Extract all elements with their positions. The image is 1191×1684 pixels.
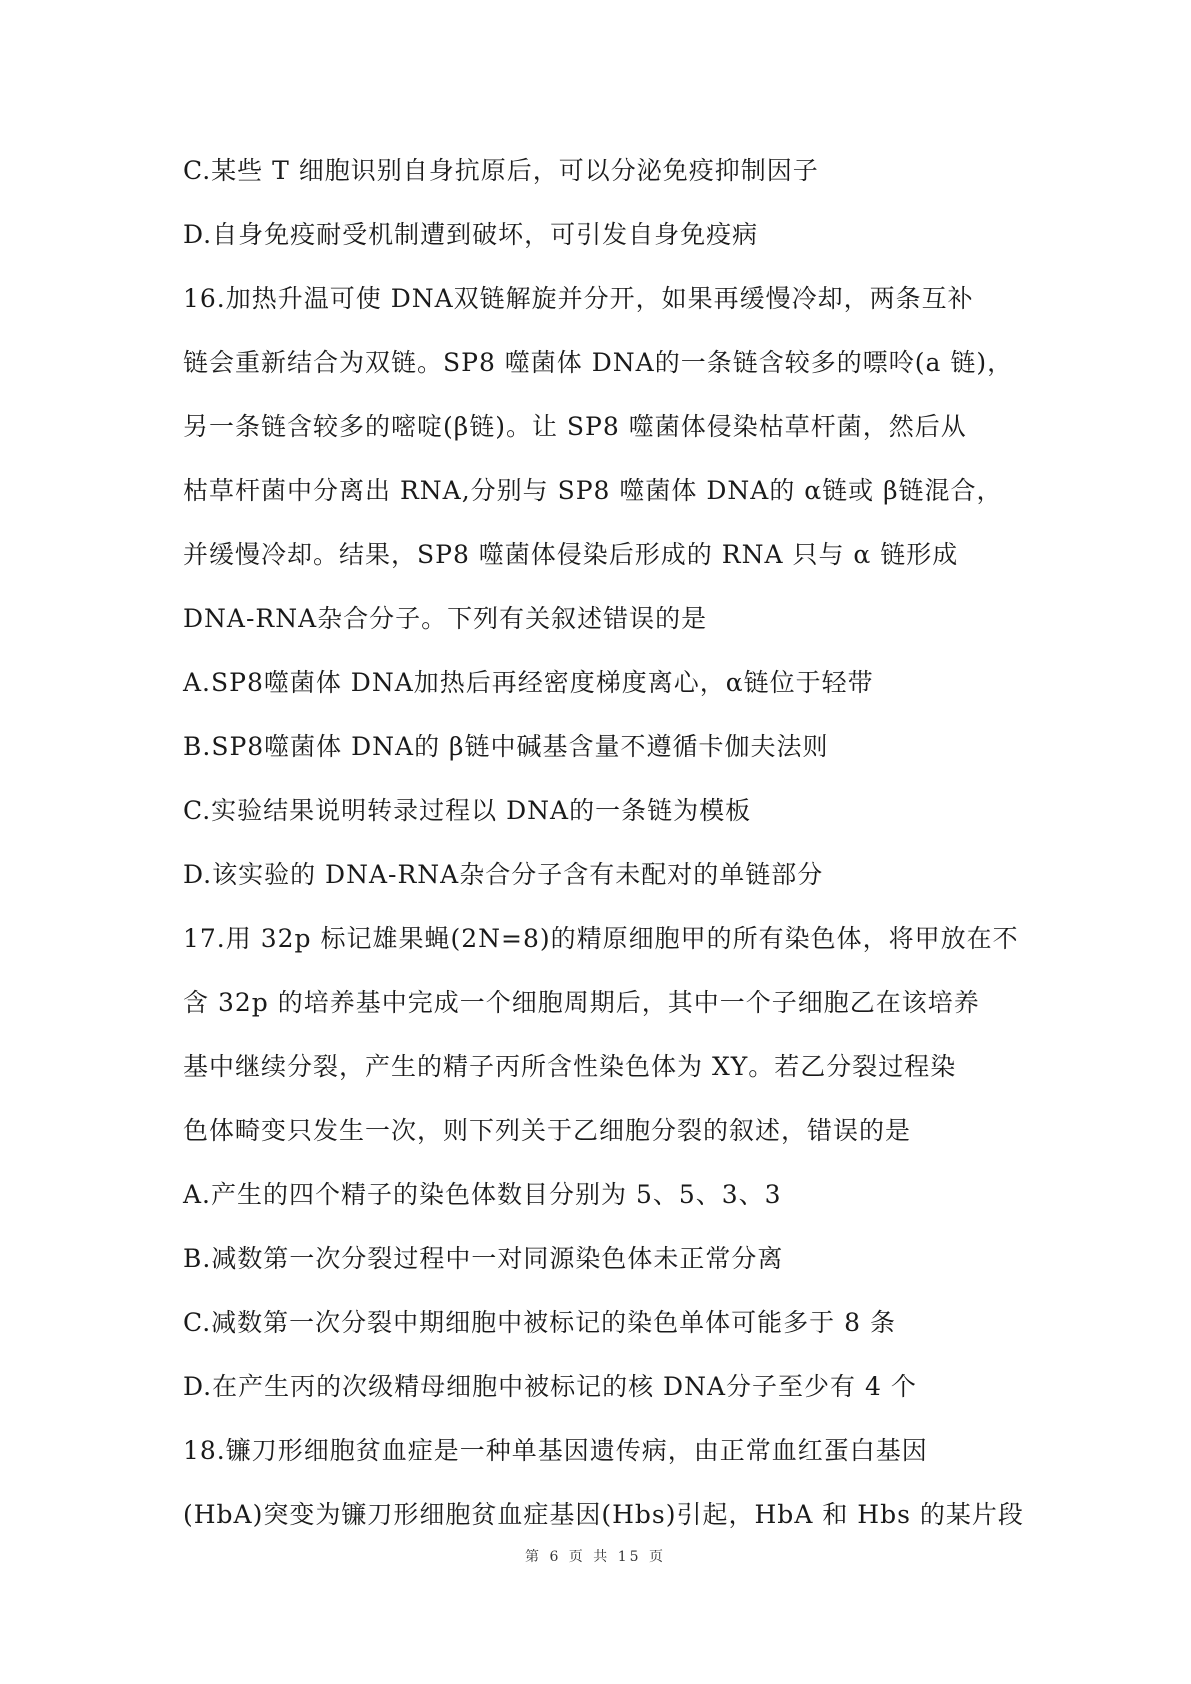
- question-16-line-5: 并缓慢冷却。结果，SP8 噬菌体侵染后形成的 RNA 只与 α 链形成: [183, 540, 959, 569]
- option-b-q17: B.减数第一次分裂过程中一对同源染色体未正常分离: [183, 1244, 784, 1273]
- question-16-line-6: DNA-RNA杂合分子。下列有关叙述错误的是: [183, 604, 708, 633]
- option-b-q16: B.SP8噬菌体 DNA的 β链中碱基含量不遵循卡伽夫法则: [183, 732, 829, 761]
- question-17-line-2: 含 32p 的培养基中完成一个细胞周期后，其中一个子细胞乙在该培养: [183, 988, 980, 1017]
- option-c-q16: C.实验结果说明转录过程以 DNA的一条链为模板: [183, 796, 752, 825]
- question-17-line-4: 色体畸变只发生一次，则下列关于乙细胞分裂的叙述，错误的是: [183, 1116, 912, 1145]
- question-18-line-1: 18.镰刀形细胞贫血症是一种单基因遗传病，由正常血红蛋白基因: [183, 1436, 928, 1465]
- option-d-q17: D.在产生丙的次级精母细胞中被标记的核 DNA分子至少有 4 个: [183, 1372, 917, 1401]
- option-c-q15: C.某些 T 细胞识别自身抗原后，可以分泌免疫抑制因子: [183, 156, 819, 185]
- page-footer: 第 6 页 共 15 页: [525, 1549, 666, 1565]
- option-a-q17: A.产生的四个精子的染色体数目分别为 5、5、3、3: [183, 1180, 782, 1209]
- option-c-q17: C.减数第一次分裂中期细胞中被标记的染色单体可能多于 8 条: [183, 1308, 896, 1337]
- question-17-line-1: 17.用 32p 标记雄果蝇(2N=8)的精原细胞甲的所有染色体，将甲放在不: [183, 924, 1019, 953]
- question-17-line-3: 基中继续分裂，产生的精子丙所含性染色体为 XY。若乙分裂过程染: [183, 1052, 957, 1081]
- option-d-q16: D.该实验的 DNA-RNA杂合分子含有未配对的单链部分: [183, 860, 824, 889]
- question-16-line-1: 16.加热升温可使 DNA双链解旋并分开，如果再缓慢冷却，两条互补: [183, 284, 974, 313]
- option-a-q16: A.SP8噬菌体 DNA加热后再经密度梯度离心，α链位于轻带: [183, 668, 874, 697]
- question-16-line-4: 枯草杆菌中分离出 RNA,分别与 SP8 噬菌体 DNA的 α链或 β链混合，: [183, 476, 1003, 505]
- option-d-q15: D.自身免疫耐受机制遭到破坏，可引发自身免疫病: [183, 220, 759, 249]
- question-16-line-2: 链会重新结合为双链。SP8 噬菌体 DNA的一条链含较多的嘌呤(a 链)，: [183, 348, 1014, 377]
- question-16-line-3: 另一条链含较多的嘧啶(β链)。让 SP8 噬菌体侵染枯草杆菌，然后从: [183, 412, 967, 441]
- question-18-line-2: (HbA)突变为镰刀形细胞贫血症基因(Hbs)引起，HbA 和 Hbs 的某片段: [183, 1500, 1024, 1529]
